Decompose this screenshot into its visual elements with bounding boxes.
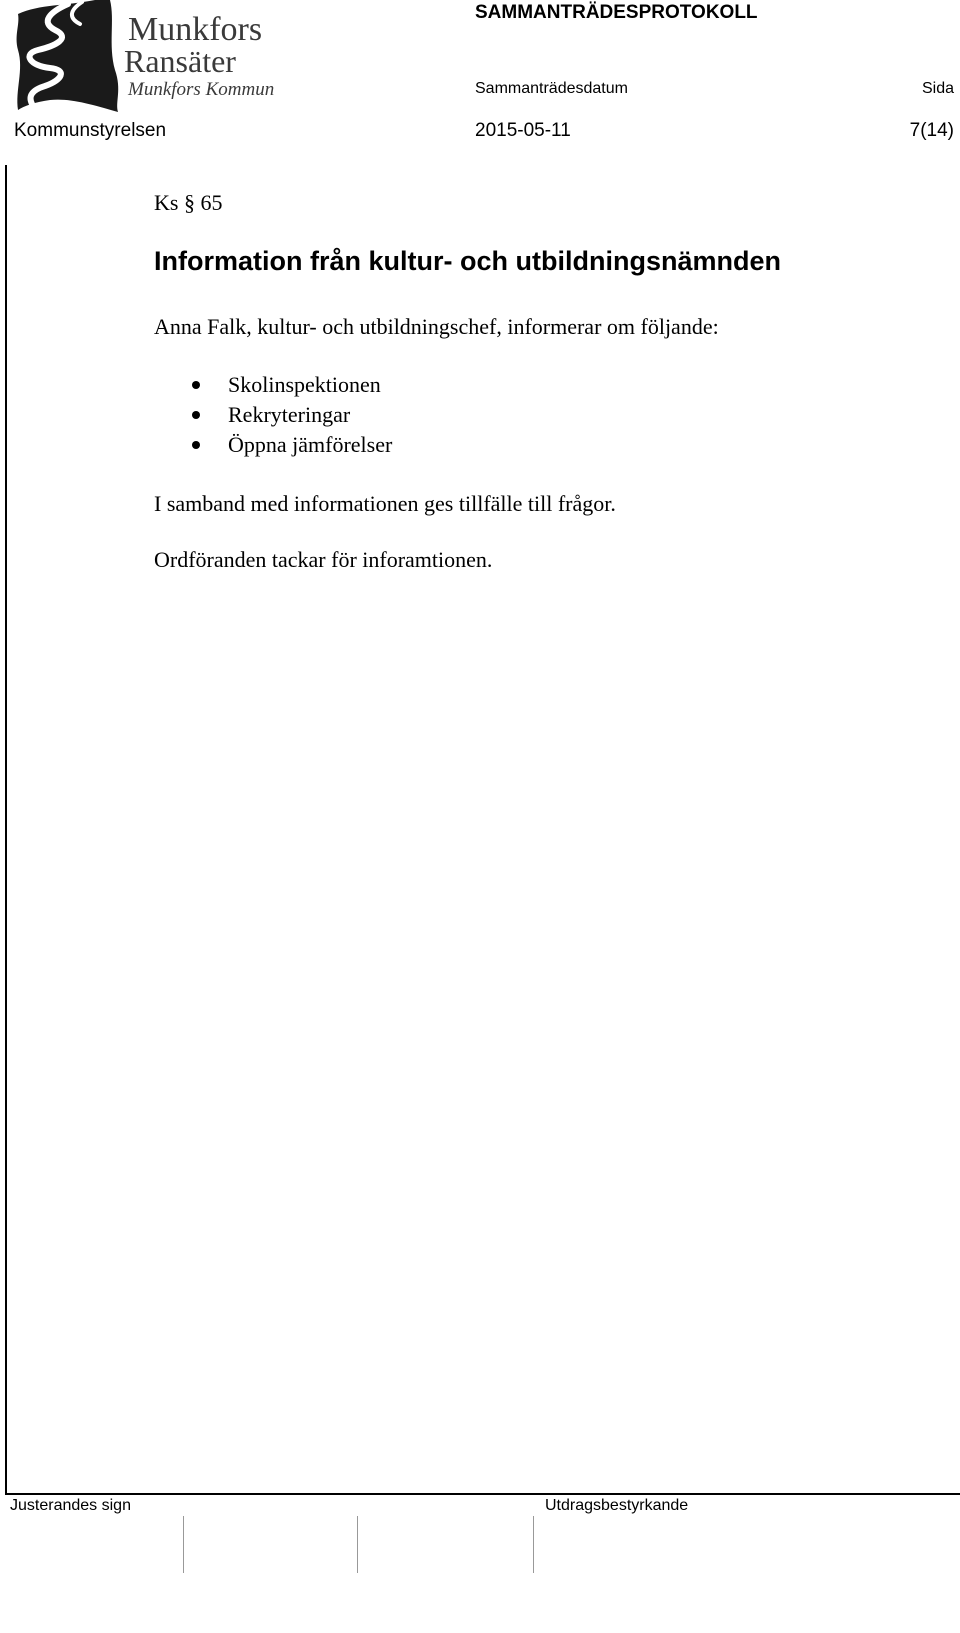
section-reference: Ks § 65 <box>154 190 223 215</box>
meeting-date: 2015-05-11 <box>475 120 571 141</box>
signature-box-divider <box>533 1516 534 1573</box>
left-margin-rule <box>5 165 7 1495</box>
municipality-logo <box>10 0 310 115</box>
date-label: Sammanträdesdatum <box>475 80 628 97</box>
topic-list <box>154 370 392 460</box>
extract-certification-label: Utdragsbestyrkande <box>545 1497 689 1514</box>
list-item <box>154 370 392 400</box>
page-label: Sida <box>921 80 954 97</box>
document-type: SAMMANTRÄDESPROTOKOLL <box>475 2 758 23</box>
list-item <box>154 430 392 460</box>
list-item <box>154 400 392 430</box>
signature-label: Justerandes sign <box>10 1497 131 1514</box>
signature-box-divider <box>183 1516 184 1573</box>
intro-paragraph: Anna Falk, kultur- och utbildningschef, informerar om följande: <box>154 314 719 339</box>
closing-paragraph: Ordföranden tackar för inforamtionen. <box>154 547 493 572</box>
body-paragraph: I samband med informationen ges tillfälle till frågor. <box>154 491 616 516</box>
bullet-icon <box>192 441 200 449</box>
section-title: Information från kultur- och utbildningsnämnden <box>154 246 781 276</box>
signature-box-divider <box>357 1516 358 1573</box>
list-item-text: Rekryteringar <box>228 402 351 427</box>
footer-rule <box>5 1493 960 1495</box>
logo-emblem <box>10 0 310 115</box>
list-item-text: Öppna jämförelser <box>228 432 393 457</box>
bullet-icon <box>192 381 200 389</box>
logo-text-line3: Munkfors Kommun <box>128 79 275 100</box>
bullet-icon <box>192 411 200 419</box>
list-item-text: Skolinspektionen <box>228 372 381 397</box>
logo-text-line1: Munkfors <box>128 11 263 48</box>
page-number: 7(14) <box>909 120 954 141</box>
logo-text-line2: Ransäter <box>124 43 236 79</box>
organization-name: Kommunstyrelsen <box>14 120 167 141</box>
